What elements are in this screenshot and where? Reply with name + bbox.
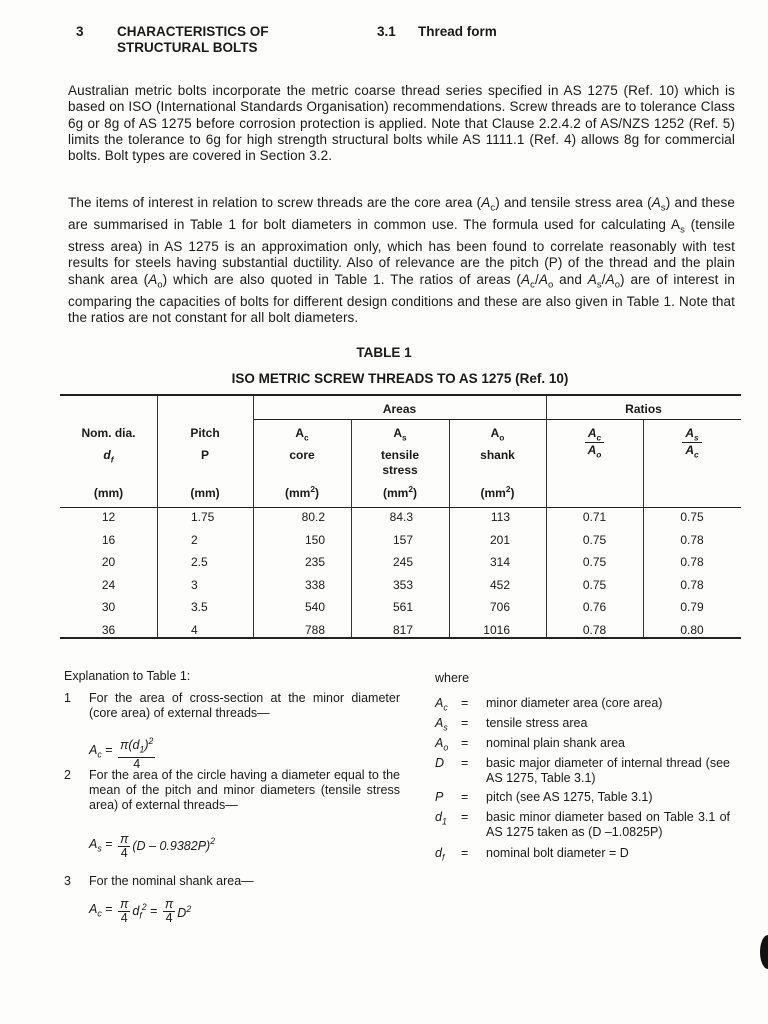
where-title: where xyxy=(435,671,470,685)
group-heading-ratios: Ratios xyxy=(625,402,662,416)
definition-text: tensile stress area xyxy=(486,716,588,730)
table-cell: 84.3 xyxy=(389,510,413,524)
group-heading-areas: Areas xyxy=(382,402,417,416)
explanation-item1-number: 1 xyxy=(64,691,71,705)
table-cell: 788 xyxy=(304,622,325,637)
table-cell: 0.71 xyxy=(582,510,607,524)
header-pitch: Pitch xyxy=(190,426,220,440)
section-title-line1: CHARACTERISTICS OF xyxy=(117,24,269,39)
definition-symbol: P xyxy=(435,790,444,804)
table-cell: 0.75 xyxy=(582,577,607,592)
table-cell: 4 xyxy=(191,622,198,637)
table-cell: 30 xyxy=(101,600,116,614)
table-cell: 20 xyxy=(101,555,116,569)
table-cell: 0.78 xyxy=(680,532,704,547)
table-cell: 0.78 xyxy=(680,577,704,592)
definition-symbol: D xyxy=(435,756,445,770)
table-top-rule xyxy=(60,394,741,396)
definition-text: nominal plain shank area xyxy=(486,736,625,750)
header-ratio-as-ac: $A_s$ $A_c$ xyxy=(643,426,741,460)
scan-edge-mark xyxy=(760,935,768,969)
paragraph-items-of-interest: The items of interest in relation to screw threads are the core area $(A_c)$ and tensile stress area $(A_s)$ and these are summarised in Table 1 for bolt diameters in common use. The formula used for calculating $A_s$ (tensile stress area) in AS 1275 is an approximation only, which has been found to correlate reasonably with test results for steels having substantial ductility. Also of relevance are the pitch (P) of the thread and the plain shank area $(A_o)$ which are also quoted in Table 1. The ratios of areas ($A_c/A_o$ and $A_s/A_o$) are of interest in comparing the capacities of bolts for different design conditions and these are also given in Table 1. Note that the ratios are not constant for all bolt diameters. xyxy=(68,195,735,325)
table-cell: 561 xyxy=(392,600,413,614)
unit-nom-dia: (mm) xyxy=(93,486,124,500)
table-cell: 817 xyxy=(392,622,413,637)
header-stress: stress xyxy=(382,463,418,477)
definition-text: basic major diameter of internal thread (see AS 1275, Table 3.1) xyxy=(486,756,730,785)
table-cell: 150 xyxy=(304,532,325,547)
table-cell: 314 xyxy=(489,555,510,569)
header-ao: $A_o$ xyxy=(490,426,505,443)
table-cell: 2 xyxy=(191,532,198,547)
unit-ao: $(mm^2)$ xyxy=(480,484,515,500)
table-cell: 113 xyxy=(490,510,510,524)
table-cell: 452 xyxy=(489,577,510,592)
table-cell: 0.78 xyxy=(582,622,607,637)
unit-pitch: (mm) xyxy=(190,486,220,500)
header-as: $A_s$ xyxy=(393,426,407,443)
table-cell: 201 xyxy=(489,532,510,547)
table-cell: 0.79 xyxy=(680,600,704,614)
header-nom-dia: Nom. dia. xyxy=(81,426,136,440)
table-cell: 1016 xyxy=(483,622,510,637)
definition-equals: = xyxy=(461,790,469,804)
definition-equals: = xyxy=(461,810,469,824)
definition-equals: = xyxy=(461,696,469,710)
table-cell: 24 xyxy=(101,577,116,592)
definition-text: minor diameter area (core area) xyxy=(486,696,663,710)
table-title: ISO METRIC SCREW THREADS TO AS 1275 (Ref. 10) xyxy=(231,371,569,386)
table-cell: 2.5 xyxy=(191,555,208,569)
formula-shank-area: $A_c$ = $\frac{\pi}{4}$ $d_f^2$ = $\frac{\pi}{4}$ $D^2$ xyxy=(89,897,192,925)
table-cell: 235 xyxy=(304,555,325,569)
table-cell: 0.75 xyxy=(582,555,607,569)
definition-symbol: $A_s$ xyxy=(435,716,448,733)
header-core: core xyxy=(289,448,315,462)
table-cell: 353 xyxy=(392,577,413,592)
unit-ac: $(mm^2)$ xyxy=(284,484,319,500)
table-cell: 157 xyxy=(392,532,413,547)
explanation-item3-text: For the nominal shank area— xyxy=(89,874,254,888)
unit-as: $(mm^2)$ xyxy=(382,484,417,500)
header-tensile: tensile xyxy=(380,448,419,462)
table-cell: 338 xyxy=(304,577,325,592)
header-df: $d_f$ xyxy=(103,448,114,465)
definition-text: pitch (see AS 1275, Table 3.1) xyxy=(486,790,653,804)
header-ac: $A_c$ xyxy=(295,426,309,443)
definition-symbol: $A_o$ xyxy=(435,736,449,753)
table-cell: 540 xyxy=(304,600,325,614)
table-cell: 0.75 xyxy=(582,532,607,547)
section-number: 3 xyxy=(76,24,84,39)
explanation-item2-text: For the area of the circle having a diameter equal to the mean of the pitch and minor diameters (tensile stress area) of external threads— xyxy=(89,768,400,812)
table-group-rule xyxy=(253,419,741,420)
table-cell: 16 xyxy=(101,532,116,547)
table-cell: 12 xyxy=(101,510,116,524)
definition-text: basic minor diameter based on Table 3.1 of AS 1275 taken as (D –1.0825P) xyxy=(486,810,730,839)
formula-tensile-area: $A_s$ = $\frac{\pi}{4}$ (D – 0.9382P)$^2$ xyxy=(89,832,216,860)
explanation-title: Explanation to Table 1: xyxy=(64,669,191,683)
definition-symbol: $d_f$ xyxy=(435,846,445,863)
table-cell: 3 xyxy=(191,577,198,592)
header-ratio-ac-ao: $A_c$ $A_o$ xyxy=(546,426,643,460)
definition-equals: = xyxy=(461,736,469,750)
paragraph-intro: Australian metric bolts incorporate the metric coarse thread series specified in AS 1275 (Ref. 10) which is based on ISO (International Standards Organisation) recommendations. Screw threads are to tolerance Class 6g or 8g of AS 1275 before corrosion protection is applied. Note that Clause 2.2.4.2 of AS/NZS 1252 (Ref. 5) limits the tolerance to 6g for high strength structural bolts while AS 1111.1 (Ref. 4) allows 8g for commercial bolts. Bolt types are covered in Section 3.2. xyxy=(68,83,735,164)
subsection-title: Thread form xyxy=(418,24,497,39)
definition-text: nominal bolt diameter = D xyxy=(486,846,629,860)
definition-equals: = xyxy=(461,756,469,770)
definition-equals: = xyxy=(461,716,469,730)
definition-symbol: $A_c$ xyxy=(435,696,448,713)
definition-symbol: $d_1$ xyxy=(435,810,447,827)
table-header-rule xyxy=(60,507,741,508)
table-cell: 0.78 xyxy=(680,555,704,569)
table-cell: 0.80 xyxy=(680,622,704,637)
table-label: TABLE 1 xyxy=(356,345,412,360)
subsection-number: 3.1 xyxy=(377,24,396,39)
header-p: P xyxy=(200,448,209,462)
explanation-item1-text: For the area of cross-section at the minor diameter (core area) of external threads— xyxy=(89,691,400,720)
table-cell: 80.2 xyxy=(301,510,325,524)
explanation-item2-number: 2 xyxy=(64,768,71,782)
table-cell: 1.75 xyxy=(191,510,215,524)
table-cell: 0.75 xyxy=(680,510,704,524)
header-shank: shank xyxy=(480,448,515,462)
table-cell: 3.5 xyxy=(191,600,208,614)
table-cell: 706 xyxy=(489,600,510,614)
section-title-line2: STRUCTURAL BOLTS xyxy=(117,40,258,55)
explanation-item3-number: 3 xyxy=(64,874,71,888)
table-cell: 36 xyxy=(101,622,116,637)
table-bottom-rule xyxy=(60,637,741,639)
table-cell: 0.76 xyxy=(582,600,607,614)
table-cell: 245 xyxy=(392,555,413,569)
definition-equals: = xyxy=(461,846,469,860)
formula-core-area: $A_c$ = $\frac{\pi(d_1)^2}{4}$ xyxy=(89,736,154,771)
